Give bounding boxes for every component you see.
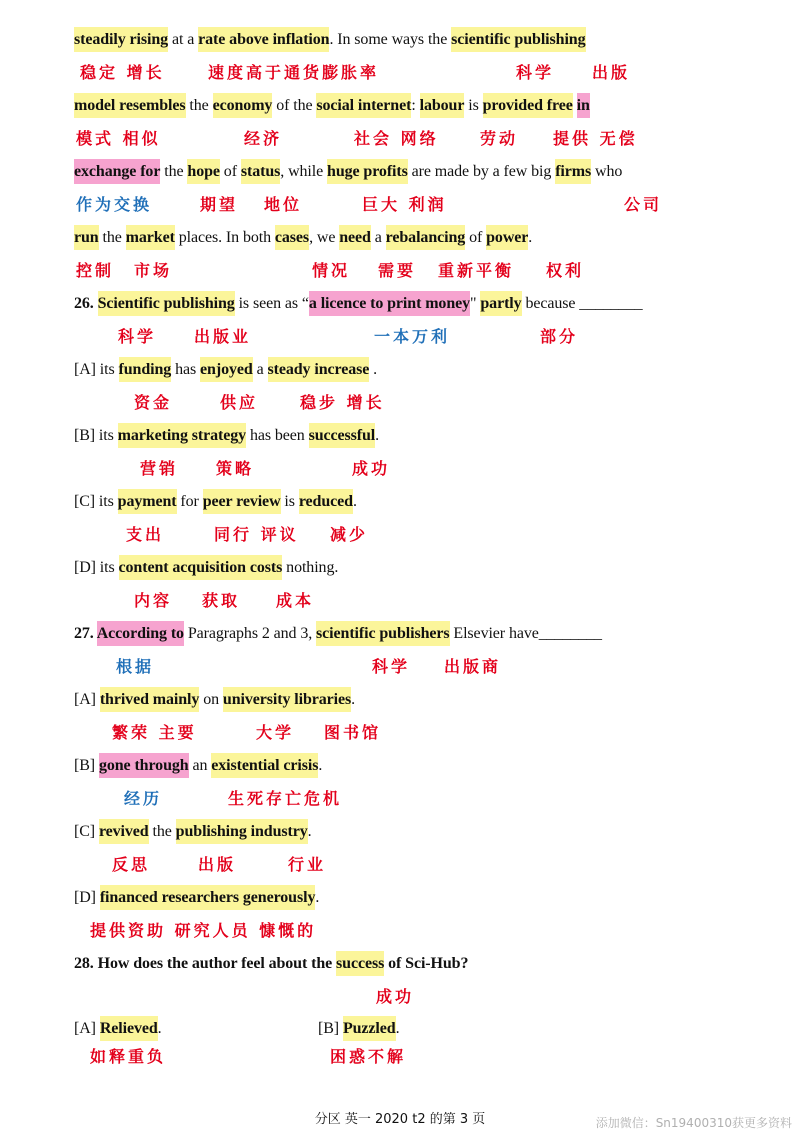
- chinese-annotation: 出版: [198, 855, 237, 874]
- chinese-annotation: 提供资助 研究人员 慷慨的: [90, 921, 317, 940]
- chinese-annotation: 一本万利: [374, 327, 451, 346]
- chinese-annotation: 成功: [376, 987, 415, 1006]
- text-segment: are made by a few big: [407, 163, 556, 180]
- text-segment: is: [280, 493, 299, 510]
- chinese-annotation: 情况: [312, 261, 351, 280]
- chinese-annotation: 出版商: [444, 657, 502, 676]
- text-line: [74, 751, 322, 781]
- text-line: [74, 883, 319, 913]
- text-line: [74, 949, 468, 979]
- text-segment: [B]: [74, 757, 99, 774]
- highlight-yellow: partly: [480, 291, 521, 316]
- chinese-annotation: 期望: [200, 195, 239, 214]
- text-line: [74, 223, 532, 253]
- chinese-annotation: 市场: [134, 261, 173, 280]
- text-line: [74, 487, 357, 517]
- text-segment: an: [188, 757, 212, 774]
- watermark: 添加微信：Sn19400310获更多资料: [595, 1116, 792, 1130]
- chinese-annotation: 大学: [256, 723, 295, 742]
- text-segment: .: [352, 493, 357, 510]
- text-segment: .: [369, 361, 378, 378]
- text-segment: [D] its: [74, 559, 119, 576]
- text-segment: the: [98, 229, 126, 246]
- text-segment: has been: [246, 427, 309, 444]
- chinese-annotation: 稳步 增长: [300, 393, 385, 412]
- text-segment: [A]: [74, 1020, 100, 1037]
- highlight-yellow: labour: [420, 93, 465, 118]
- highlight-yellow: revived: [99, 819, 149, 844]
- text-segment: who: [591, 163, 623, 180]
- text-segment: [A]: [74, 691, 100, 708]
- highlight-yellow: cases: [275, 225, 309, 250]
- text-line: [74, 157, 622, 187]
- text-segment: because ________: [521, 295, 643, 312]
- highlight-yellow: publishing industry: [176, 819, 308, 844]
- chinese-annotation: 公司: [624, 195, 663, 214]
- chinese-annotation: 繁荣 主要: [112, 723, 197, 742]
- chinese-annotation: 科学: [372, 657, 411, 676]
- chinese-annotation: 成本: [276, 591, 315, 610]
- highlight-yellow: enjoyed: [200, 357, 253, 382]
- text-segment: 28. How does the author feel about the: [74, 955, 337, 972]
- chinese-annotation: 劳动: [480, 129, 519, 148]
- highlight-yellow: peer review: [203, 489, 281, 514]
- text-segment: ": [470, 295, 481, 312]
- text-segment: is seen as “: [234, 295, 309, 312]
- text-segment: of: [219, 163, 241, 180]
- text-segment: on: [199, 691, 223, 708]
- highlight-yellow: provided free: [483, 93, 573, 118]
- chinese-annotation: 经历: [124, 789, 163, 808]
- text-segment: [C]: [74, 823, 99, 840]
- highlight-yellow: funding: [119, 357, 172, 382]
- highlight-yellow: success: [336, 951, 384, 976]
- highlight-yellow: marketing strategy: [118, 423, 246, 448]
- chinese-annotation: 稳定 增长: [80, 63, 165, 82]
- chinese-annotation: 巨大 利润: [362, 195, 447, 214]
- text-line: [74, 553, 338, 583]
- text-segment: 27.: [74, 625, 97, 642]
- highlight-yellow: model resembles: [74, 93, 186, 118]
- text-segment: of Sci-Hub?: [384, 955, 469, 972]
- chinese-annotation: 资金: [134, 393, 173, 412]
- text-segment: .: [307, 823, 312, 840]
- highlight-yellow: power: [486, 225, 528, 250]
- chinese-annotation: 如释重负: [90, 1047, 167, 1066]
- highlight-yellow: content acquisition costs: [119, 555, 283, 580]
- text-segment: .: [315, 889, 320, 906]
- page-footer: 分区 英一 2020 t2 的第 3 页: [314, 1112, 486, 1127]
- text-segment: at a: [168, 31, 199, 48]
- text-segment: the: [185, 97, 213, 114]
- chinese-annotation: 部分: [540, 327, 579, 346]
- chinese-annotation: 减少: [330, 525, 369, 544]
- highlight-pink: in: [577, 93, 590, 118]
- highlight-yellow: university libraries: [223, 687, 351, 712]
- highlight-yellow: payment: [118, 489, 177, 514]
- highlight-yellow: market: [126, 225, 175, 250]
- highlight-pink: gone through: [99, 753, 189, 778]
- text-segment: :: [411, 97, 420, 114]
- text-segment: , while: [280, 163, 328, 180]
- text-line: [74, 1014, 162, 1044]
- highlight-yellow: existential crisis: [211, 753, 318, 778]
- highlight-yellow: scientific publishing: [451, 27, 585, 52]
- chinese-annotation: 科学: [516, 63, 555, 82]
- highlight-yellow: steady increase: [268, 357, 370, 382]
- chinese-annotation: 出版业: [194, 327, 252, 346]
- text-segment: for: [176, 493, 203, 510]
- chinese-annotation: 需要: [378, 261, 417, 280]
- chinese-annotation: 策略: [216, 459, 255, 478]
- text-segment: 26.: [74, 295, 98, 312]
- text-line: [74, 91, 590, 121]
- highlight-pink: exchange for: [74, 159, 160, 184]
- highlight-yellow: reduced: [299, 489, 353, 514]
- chinese-annotation: 同行 评议: [214, 525, 299, 544]
- text-line: [74, 619, 602, 649]
- text-segment: . In some ways the: [329, 31, 452, 48]
- chinese-annotation: 控制: [76, 261, 115, 280]
- text-segment: a: [252, 361, 268, 378]
- text-segment: .: [395, 1020, 400, 1037]
- highlight-yellow: Scientific publishing: [98, 291, 235, 316]
- chinese-annotation: 根据: [116, 657, 155, 676]
- highlight-yellow: run: [74, 225, 99, 250]
- chinese-annotation: 权利: [546, 261, 585, 280]
- text-line: [74, 289, 643, 319]
- highlight-yellow: steadily rising: [74, 27, 168, 52]
- highlight-pink: a licence to print money: [309, 291, 470, 316]
- text-segment: is: [464, 97, 483, 114]
- chinese-annotation: 作为交换: [76, 195, 153, 214]
- highlight-yellow: financed researchers generously: [100, 885, 316, 910]
- text-line: [74, 355, 377, 385]
- chinese-annotation: 内容: [134, 591, 173, 610]
- chinese-annotation: 反思: [112, 855, 151, 874]
- highlight-yellow: rate above inflation: [198, 27, 329, 52]
- highlight-yellow: status: [241, 159, 280, 184]
- chinese-annotation: 获取: [202, 591, 241, 610]
- chinese-annotation: 供应: [220, 393, 259, 412]
- highlight-pink: According to: [97, 621, 184, 646]
- text-segment: .: [351, 691, 356, 708]
- text-segment: [D]: [74, 889, 100, 906]
- text-segment: .: [375, 427, 380, 444]
- highlight-yellow: economy: [213, 93, 273, 118]
- highlight-yellow: successful: [309, 423, 376, 448]
- highlight-yellow: hope: [187, 159, 220, 184]
- text-segment: the: [148, 823, 176, 840]
- highlight-yellow: scientific publishers: [316, 621, 449, 646]
- highlight-yellow: rebalancing: [386, 225, 466, 250]
- chinese-annotation: 模式 相似: [76, 129, 161, 148]
- chinese-annotation: 生死存亡危机: [228, 789, 343, 808]
- chinese-annotation: 重新平衡: [438, 261, 515, 280]
- chinese-annotation: 行业: [288, 855, 327, 874]
- highlight-yellow: huge profits: [327, 159, 408, 184]
- chinese-annotation: 经济: [244, 129, 283, 148]
- text-segment: has: [171, 361, 201, 378]
- text-segment: nothing.: [282, 559, 339, 576]
- text-segment: Paragraphs 2 and 3,: [183, 625, 317, 642]
- chinese-annotation: 图书馆: [324, 723, 382, 742]
- highlight-yellow: thrived mainly: [100, 687, 200, 712]
- chinese-annotation: 速度高于通货膨胀率: [208, 63, 380, 82]
- text-segment: , we: [309, 229, 340, 246]
- text-line: [74, 421, 379, 451]
- chinese-annotation: 科学: [118, 327, 157, 346]
- text-segment: [B] its: [74, 427, 118, 444]
- chinese-annotation: 社会 网络: [354, 129, 439, 148]
- chinese-annotation: 地位: [264, 195, 303, 214]
- highlight-yellow: social internet: [316, 93, 411, 118]
- text-segment: a: [370, 229, 386, 246]
- text-segment: .: [157, 1020, 162, 1037]
- text-line: [74, 25, 586, 55]
- highlight-yellow: Puzzled: [343, 1016, 396, 1041]
- text-segment: [C] its: [74, 493, 118, 510]
- text-segment: .: [318, 757, 323, 774]
- highlight-yellow: firms: [555, 159, 591, 184]
- text-line: [74, 685, 355, 715]
- text-segment: [A] its: [74, 361, 119, 378]
- highlight-yellow: Relieved: [100, 1016, 158, 1041]
- text-line: [74, 817, 312, 847]
- chinese-annotation: 出版: [592, 63, 631, 82]
- text-segment: Elsevier have________: [449, 625, 602, 642]
- text-segment: [B]: [318, 1020, 343, 1037]
- chinese-annotation: 困惑不解: [330, 1047, 407, 1066]
- chinese-annotation: 支出: [126, 525, 165, 544]
- text-segment: the: [160, 163, 188, 180]
- highlight-yellow: need: [339, 225, 371, 250]
- chinese-annotation: 营销: [140, 459, 179, 478]
- text-segment: of: [465, 229, 487, 246]
- text-segment: of the: [272, 97, 317, 114]
- text-segment: places. In both: [174, 229, 275, 246]
- chinese-annotation: 提供 无偿: [553, 129, 638, 148]
- text-segment: .: [528, 229, 533, 246]
- text-line: [318, 1014, 399, 1044]
- chinese-annotation: 成功: [352, 459, 391, 478]
